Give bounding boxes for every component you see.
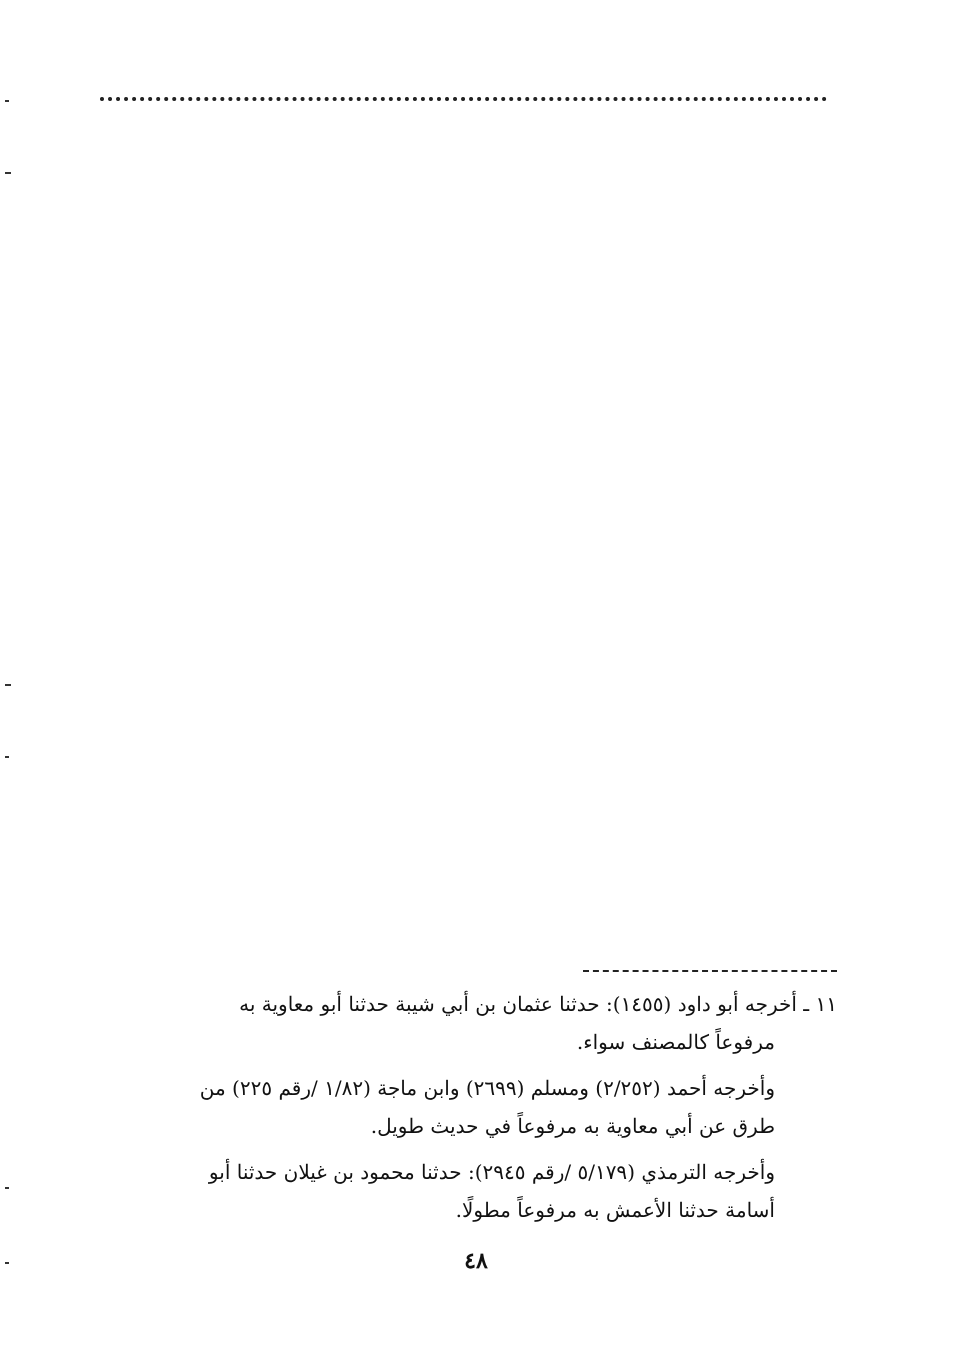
footnote-separator xyxy=(583,970,837,972)
footnote-paragraph xyxy=(85,1153,837,1229)
margin-mark xyxy=(5,172,11,174)
footnote-paragraph xyxy=(85,1069,837,1145)
footnote-line: أسامة حدثنا الأعمش به مرفوعاً مطولًا. xyxy=(455,1198,775,1222)
footnote-line: ١١ ـ أخرجه أبو داود (١٤٥٥): حدثنا عثمان بن أبي شيبة حدثنا أبو معاوية به xyxy=(239,992,837,1016)
footnotes-section xyxy=(85,985,837,1237)
margin-mark xyxy=(5,756,9,758)
footnote-line: وأخرجه الترمذي (٥/١٧٩ /رقم ٢٩٤٥): حدثنا محمود بن غيلان حدثنا أبو xyxy=(208,1160,775,1184)
margin-mark xyxy=(5,100,9,102)
page-number: ٤٨ xyxy=(464,1248,488,1274)
footnote-paragraph xyxy=(85,985,837,1061)
margin-mark xyxy=(5,1187,9,1189)
footnote-line: مرفوعاً كالمصنف سواء. xyxy=(576,1030,775,1054)
margin-mark xyxy=(5,684,11,686)
dotted-separator xyxy=(100,97,827,101)
footnote-line: وأخرجه أحمد (٢/٢٥٢) ومسلم (٢٦٩٩) وابن ماجة (١/٨٢ /رقم ٢٢٥) من xyxy=(199,1076,775,1100)
margin-mark xyxy=(5,1262,9,1264)
footnote-line: طرق عن أبي معاوية به مرفوعاً في حديث طويل. xyxy=(370,1114,775,1138)
